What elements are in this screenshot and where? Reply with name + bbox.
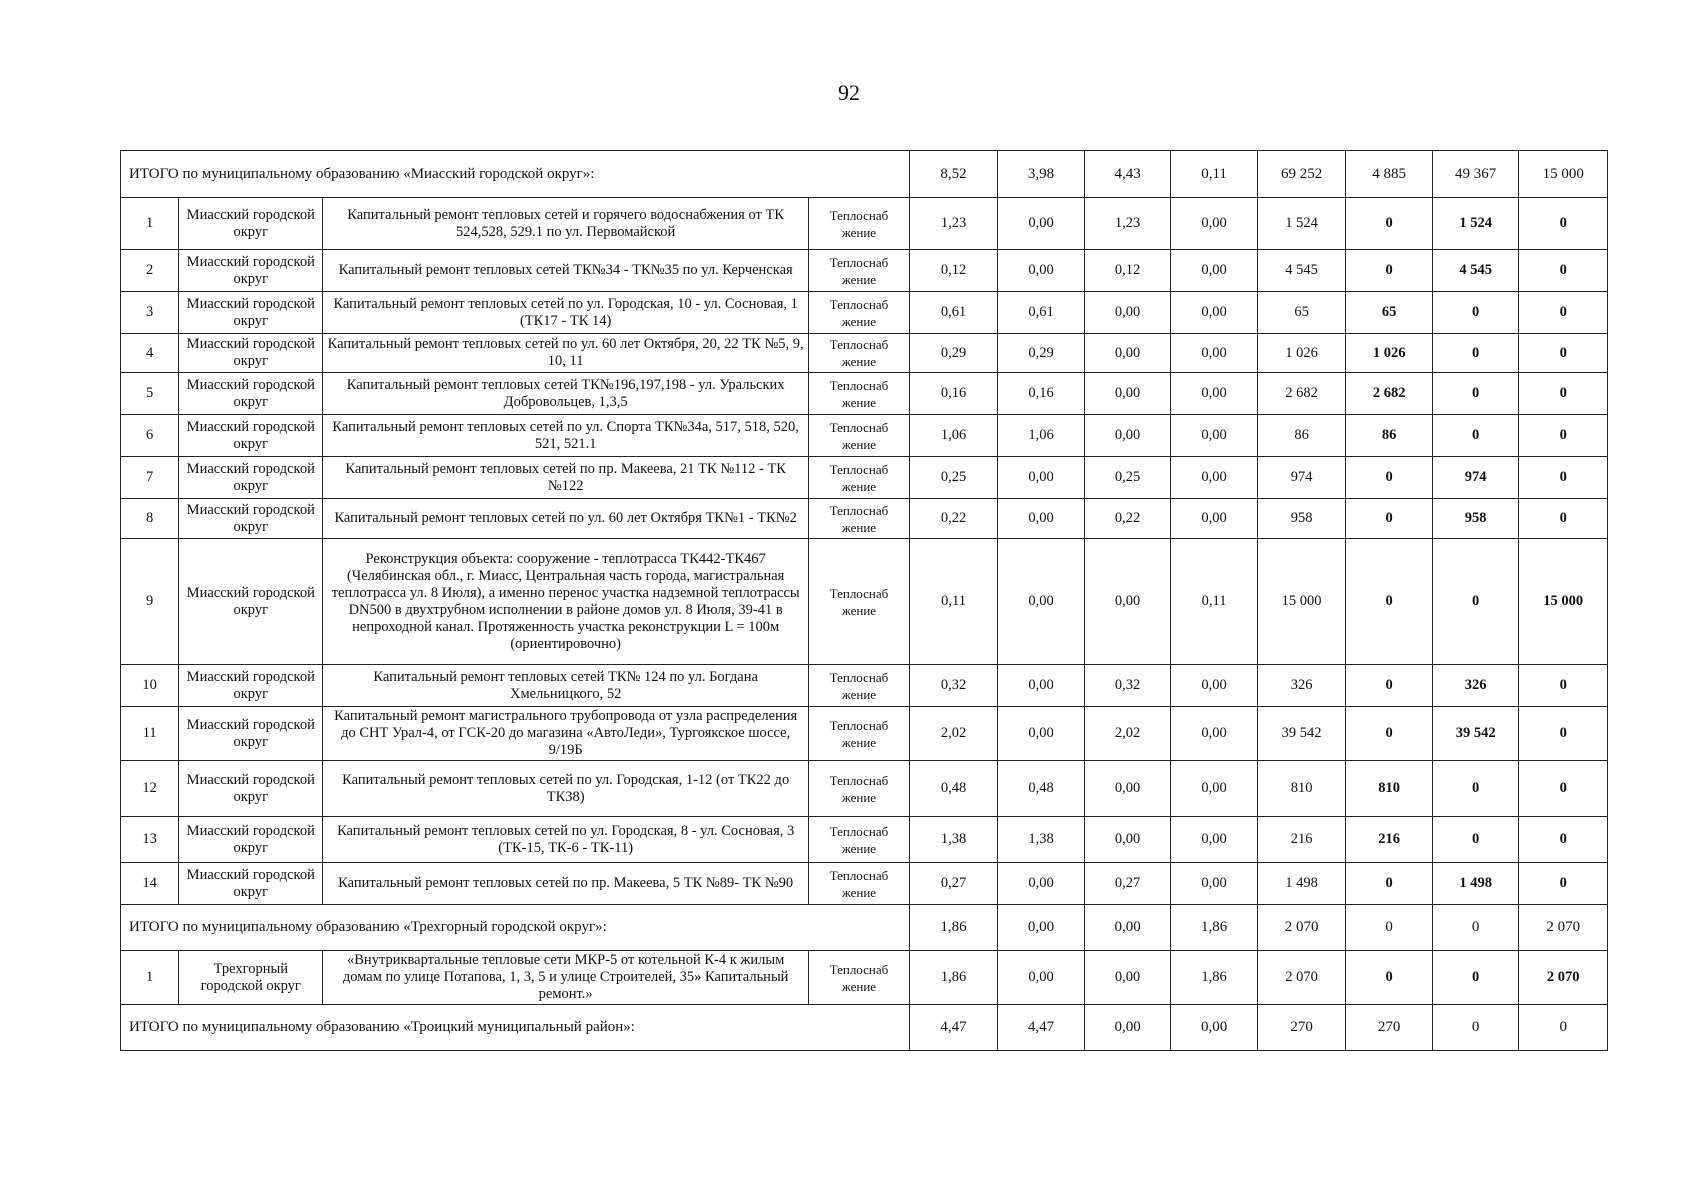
description-cell: Капитальный ремонт магистрального трубопровода от узла распределения до СНТ Урал-4, от ГСК-20 до магазина «АвтоЛеди», Тургоякское шоссе, 9/19Б [323,707,809,761]
table-row [121,817,1608,863]
value-cell: 0,27 [909,863,998,905]
value-cell: 1,86 [1171,951,1258,1005]
row-number: 8 [121,499,179,539]
value-cell: 1,38 [998,817,1085,863]
value-cell: 0,00 [1084,905,1171,951]
total-label: ИТОГО по муниципальному образованию «Троицкий муниципальный район»: [121,1005,910,1051]
value-cell: 0 [1519,499,1608,539]
value-cell: 0,22 [1084,499,1171,539]
value-cell: 0 [1346,539,1433,665]
value-cell: 65 [1257,292,1346,334]
municipality-cell: Миасский городской округ [179,250,323,292]
table-row [121,539,1608,665]
value-cell: 1 026 [1257,334,1346,373]
description-cell: Капитальный ремонт тепловых сетей по ул. Городская, 10 - ул. Сосновая, 1 (ТК17 - ТК 14) [323,292,809,334]
municipality-cell: Миасский городской округ [179,707,323,761]
category-cell: Теплоснаб жение [809,761,910,817]
category-cell: Теплоснаб жение [809,373,910,415]
category-cell: Теплоснаб жение [809,539,910,665]
value-cell: 2 070 [1257,951,1346,1005]
value-cell: 0 [1432,761,1519,817]
row-number: 10 [121,665,179,707]
value-cell: 0,00 [998,539,1085,665]
value-cell: 0,00 [998,951,1085,1005]
value-cell: 0,48 [998,761,1085,817]
row-number: 1 [121,951,179,1005]
value-cell: 0,29 [998,334,1085,373]
row-number: 6 [121,415,179,457]
municipality-cell: Миасский городской округ [179,415,323,457]
value-cell: 0,00 [998,905,1085,951]
value-cell: 0,00 [998,863,1085,905]
value-cell: 1,23 [1084,198,1171,250]
category-cell: Теплоснаб жение [809,817,910,863]
value-cell: 0 [1519,817,1608,863]
value-cell: 0 [1432,817,1519,863]
value-cell: 15 000 [1519,151,1608,198]
value-cell: 86 [1346,415,1433,457]
value-cell: 0,25 [1084,457,1171,499]
value-cell: 0 [1432,1005,1519,1051]
description-cell: Капитальный ремонт тепловых сетей по пр. Макеева, 5 ТК №89- ТК №90 [323,863,809,905]
category-cell: Теплоснаб жение [809,707,910,761]
category-cell: Теплоснаб жение [809,198,910,250]
municipality-cell: Миасский городской округ [179,499,323,539]
value-cell: 0 [1519,707,1608,761]
value-cell: 974 [1257,457,1346,499]
value-cell: 15 000 [1519,539,1608,665]
value-cell: 0 [1432,539,1519,665]
row-number: 12 [121,761,179,817]
total-label: ИТОГО по муниципальному образованию «Трехгорный городской округ»: [121,905,910,951]
value-cell: 0,11 [909,539,998,665]
row-number: 5 [121,373,179,415]
value-cell: 0 [1519,373,1608,415]
value-cell: 4 545 [1257,250,1346,292]
description-cell: Капитальный ремонт тепловых сетей ТК№196,197,198 - ул. Уральских Добровольцев, 1,3,5 [323,373,809,415]
value-cell: 216 [1346,817,1433,863]
value-cell: 0 [1519,665,1608,707]
value-cell: 0,00 [998,707,1085,761]
category-cell: Теплоснаб жение [809,292,910,334]
row-number: 11 [121,707,179,761]
table-row [121,665,1608,707]
value-cell: 326 [1257,665,1346,707]
value-cell: 0 [1346,905,1433,951]
value-cell: 0,00 [998,250,1085,292]
value-cell: 0,00 [998,499,1085,539]
row-number: 4 [121,334,179,373]
municipality-cell: Миасский городской округ [179,292,323,334]
total-label: ИТОГО по муниципальному образованию «Миасский городской округ»: [121,151,910,198]
description-cell: Капитальный ремонт тепловых сетей и горячего водоснабжения от ТК 524,528, 529.1 по ул. Первомайской [323,198,809,250]
row-number: 2 [121,250,179,292]
value-cell: 270 [1257,1005,1346,1051]
value-cell: 0,29 [909,334,998,373]
value-cell: 4,43 [1084,151,1171,198]
value-cell: 0 [1346,951,1433,1005]
value-cell: 0,00 [998,198,1085,250]
value-cell: 0 [1519,863,1608,905]
value-cell: 1,06 [998,415,1085,457]
value-cell: 0,00 [1084,415,1171,457]
value-cell: 0,00 [1084,539,1171,665]
table-row [121,499,1608,539]
value-cell: 2 682 [1257,373,1346,415]
total-row [121,151,1608,198]
value-cell: 0 [1519,761,1608,817]
value-cell: 0,00 [1171,499,1258,539]
value-cell: 4,47 [998,1005,1085,1051]
description-cell: Капитальный ремонт тепловых сетей по ул. Спорта ТК№34а, 517, 518, 520, 521, 521.1 [323,415,809,457]
value-cell: 1 524 [1257,198,1346,250]
category-cell: Теплоснаб жение [809,665,910,707]
municipality-cell: Миасский городской округ [179,539,323,665]
value-cell: 0 [1432,292,1519,334]
value-cell: 3,98 [998,151,1085,198]
description-cell: Капитальный ремонт тепловых сетей по ул. 60 лет Октября, 20, 22 ТК №5, 9, 10, 11 [323,334,809,373]
value-cell: 2,02 [1084,707,1171,761]
value-cell: 1 524 [1432,198,1519,250]
value-cell: 0 [1519,1005,1608,1051]
page-number: 92 [838,80,860,105]
value-cell: 0,00 [1171,373,1258,415]
value-cell: 49 367 [1432,151,1519,198]
value-cell: 216 [1257,817,1346,863]
value-cell: 1 498 [1257,863,1346,905]
category-cell: Теплоснаб жение [809,250,910,292]
municipality-cell: Трехгорный городской округ [179,951,323,1005]
value-cell: 0,00 [1171,761,1258,817]
value-cell: 0,00 [1171,334,1258,373]
value-cell: 69 252 [1257,151,1346,198]
value-cell: 0,00 [1171,817,1258,863]
value-cell: 86 [1257,415,1346,457]
description-cell: Капитальный ремонт тепловых сетей по пр. Макеева, 21 ТК №112 - ТК №122 [323,457,809,499]
table-row [121,373,1608,415]
row-number: 1 [121,198,179,250]
value-cell: 958 [1432,499,1519,539]
table-row [121,707,1608,761]
value-cell: 1,38 [909,817,998,863]
municipality-cell: Миасский городской округ [179,863,323,905]
value-cell: 4,47 [909,1005,998,1051]
value-cell: 39 542 [1432,707,1519,761]
value-cell: 0,00 [1171,707,1258,761]
total-row [121,905,1608,951]
table-row [121,863,1608,905]
description-cell: Капитальный ремонт тепловых сетей по ул. Городская, 1-12 (от ТК22 до ТК38) [323,761,809,817]
total-row [121,1005,1608,1051]
value-cell: 1 498 [1432,863,1519,905]
value-cell: 1,23 [909,198,998,250]
table-row [121,198,1608,250]
value-cell: 0,00 [1084,951,1171,1005]
value-cell: 326 [1432,665,1519,707]
value-cell: 0,00 [1084,817,1171,863]
value-cell: 0,61 [909,292,998,334]
value-cell: 2 070 [1519,951,1608,1005]
table-row [121,250,1608,292]
row-number: 9 [121,539,179,665]
table-row [121,951,1608,1005]
value-cell: 0,00 [1171,863,1258,905]
value-cell: 0,61 [998,292,1085,334]
municipality-cell: Миасский городской округ [179,665,323,707]
row-number: 13 [121,817,179,863]
category-cell: Теплоснаб жение [809,951,910,1005]
value-cell: 0 [1519,250,1608,292]
category-cell: Теплоснаб жение [809,499,910,539]
category-cell: Теплоснаб жение [809,334,910,373]
value-cell: 0,27 [1084,863,1171,905]
description-cell: Капитальный ремонт тепловых сетей ТК№ 124 по ул. Богдана Хмельницкого, 52 [323,665,809,707]
category-cell: Теплоснаб жение [809,457,910,499]
value-cell: 0 [1432,373,1519,415]
value-cell: 810 [1346,761,1433,817]
table-row [121,334,1608,373]
value-cell: 0 [1432,415,1519,457]
value-cell: 0,00 [1084,761,1171,817]
value-cell: 0,25 [909,457,998,499]
value-cell: 2 682 [1346,373,1433,415]
value-cell: 0 [1519,334,1608,373]
value-cell: 0,00 [1084,1005,1171,1051]
value-cell: 2 070 [1519,905,1608,951]
value-cell: 0,32 [909,665,998,707]
table-row [121,761,1608,817]
value-cell: 0,00 [998,665,1085,707]
municipality-cell: Миасский городской округ [179,334,323,373]
row-number: 14 [121,863,179,905]
value-cell: 0,00 [1171,250,1258,292]
row-number: 7 [121,457,179,499]
value-cell: 974 [1432,457,1519,499]
value-cell: 0,00 [1171,292,1258,334]
value-cell: 0,16 [909,373,998,415]
value-cell: 958 [1257,499,1346,539]
value-cell: 0 [1519,415,1608,457]
table-row [121,415,1608,457]
value-cell: 0,12 [1084,250,1171,292]
value-cell: 0 [1432,905,1519,951]
description-cell: Реконструкция объекта: сооружение - теплотрасса ТК442-ТК467 (Челябинская обл., г. Миасс, Центральная часть города, магистральная теплотрасса ул. 8 Июля), а именно перенос участка надземной теплотрассы DN500 в двухтрубном исполнении в районе домов ул. 8 Июля, 39-41 в непроходной канал. Протяженность участка реконструкции L = 100м (ориентировочно) [323,539,809,665]
value-cell: 0 [1346,707,1433,761]
row-number: 3 [121,292,179,334]
value-cell: 0 [1346,250,1433,292]
value-cell: 0,12 [909,250,998,292]
value-cell: 0 [1432,951,1519,1005]
value-cell: 1,86 [909,905,998,951]
value-cell: 0 [1519,292,1608,334]
value-cell: 0,00 [1171,415,1258,457]
value-cell: 0,00 [1084,334,1171,373]
value-cell: 0 [1346,499,1433,539]
value-cell: 1,06 [909,415,998,457]
value-cell: 0,16 [998,373,1085,415]
description-cell: Капитальный ремонт тепловых сетей по ул. 60 лет Октября ТК№1 - ТК№2 [323,499,809,539]
table-row [121,457,1608,499]
value-cell: 15 000 [1257,539,1346,665]
value-cell: 0 [1432,334,1519,373]
description-cell: Капитальный ремонт тепловых сетей ТК№34 - ТК№35 по ул. Керченская [323,250,809,292]
value-cell: 0,00 [998,457,1085,499]
table-row [121,292,1608,334]
value-cell: 4 885 [1346,151,1433,198]
value-cell: 2 070 [1257,905,1346,951]
municipality-cell: Миасский городской округ [179,373,323,415]
value-cell: 0 [1519,198,1608,250]
value-cell: 1 026 [1346,334,1433,373]
value-cell: 0,22 [909,499,998,539]
value-cell: 0,00 [1171,1005,1258,1051]
municipality-cell: Миасский городской округ [179,761,323,817]
value-cell: 65 [1346,292,1433,334]
value-cell: 39 542 [1257,707,1346,761]
value-cell: 810 [1257,761,1346,817]
value-cell: 1,86 [909,951,998,1005]
category-cell: Теплоснаб жение [809,863,910,905]
value-cell: 0 [1346,665,1433,707]
value-cell: 0,32 [1084,665,1171,707]
municipality-cell: Миасский городской округ [179,198,323,250]
value-cell: 0,11 [1171,539,1258,665]
value-cell: 2,02 [909,707,998,761]
description-cell: «Внутриквартальные тепловые сети МКР-5 от котельной К-4 к жилым домам по улице Потапова, 1, 3, 5 и улице Строителей, 35» Капитальный ремонт.» [323,951,809,1005]
value-cell: 1,86 [1171,905,1258,951]
value-cell: 0 [1346,198,1433,250]
description-cell: Капитальный ремонт тепловых сетей по ул. Городская, 8 - ул. Сосновая, 3 (ТК-15, ТК-6 - ТК-11) [323,817,809,863]
municipality-cell: Миасский городской округ [179,457,323,499]
value-cell: 0,00 [1084,373,1171,415]
value-cell: 0 [1346,457,1433,499]
value-cell: 0,11 [1171,151,1258,198]
municipality-cell: Миасский городской округ [179,817,323,863]
value-cell: 0 [1346,863,1433,905]
data-table [120,150,1608,1051]
category-cell: Теплоснаб жение [809,415,910,457]
value-cell: 270 [1346,1005,1433,1051]
value-cell: 4 545 [1432,250,1519,292]
value-cell: 0,00 [1171,198,1258,250]
value-cell: 0,00 [1171,457,1258,499]
value-cell: 8,52 [909,151,998,198]
value-cell: 0,48 [909,761,998,817]
value-cell: 0,00 [1084,292,1171,334]
value-cell: 0 [1519,457,1608,499]
value-cell: 0,00 [1171,665,1258,707]
